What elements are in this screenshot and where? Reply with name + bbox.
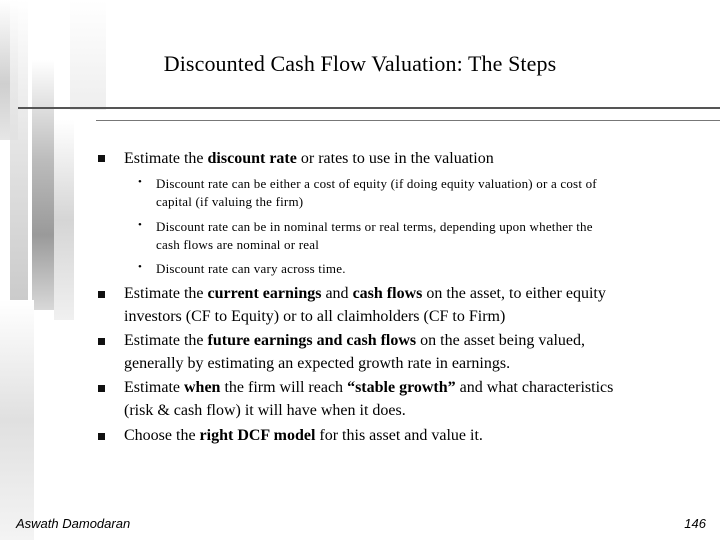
- footer-author: Aswath Damodaran: [16, 516, 131, 531]
- decorative-strip: [0, 300, 34, 540]
- bullet-item: [124, 424, 684, 447]
- sub-bullet-line: capital (if valuing the firm): [156, 194, 304, 209]
- sub-bullet-item: [156, 175, 701, 211]
- bullet-text: Estimate: [124, 379, 184, 396]
- bullet-square-icon: [98, 433, 105, 440]
- bullet-square-icon: [98, 338, 105, 345]
- title-divider: [18, 107, 720, 109]
- bullet-square-icon: [98, 291, 105, 298]
- sub-bullet-dot-icon: •: [138, 176, 142, 188]
- bullet-text: on the asset being valued,: [416, 332, 585, 349]
- bullet-text: generally by estimating an expected growth rate in earnings.: [124, 355, 511, 372]
- bullet-item: [124, 147, 684, 170]
- sub-bullet-dot-icon: •: [138, 261, 142, 273]
- sub-bullet-line: cash flows are nominal or real: [156, 237, 320, 252]
- sub-bullet-line: Discount rate can be either a cost of equity (if doing equity valuation) or a cost of: [156, 176, 597, 191]
- decorative-strip: [54, 120, 74, 320]
- bullet-bold-text: future earnings and cash flows: [207, 332, 417, 349]
- bullet-text: (risk & cash flow) it will have when it does.: [124, 402, 406, 419]
- bullet-item: [124, 329, 684, 375]
- bullet-text: and: [321, 285, 353, 302]
- slide-title: Discounted Cash Flow Valuation: The Steps: [163, 51, 557, 76]
- bullet-bold-text: discount rate: [207, 150, 297, 167]
- sub-bullet-dot-icon: •: [138, 219, 142, 231]
- bullet-item: [124, 376, 684, 422]
- bullet-bold-text: right DCF model: [199, 427, 316, 444]
- bullet-text: investors (CF to Equity) or to all claimholders (CF to Firm): [124, 308, 506, 325]
- bullet-bold-text: cash flows: [352, 285, 423, 302]
- bullet-text: for this asset and value it.: [315, 427, 483, 444]
- sub-bullet-line: Discount rate can vary across time.: [156, 261, 346, 276]
- bullet-text: or rates to use in the valuation: [296, 150, 494, 167]
- bullet-text: the firm will reach: [220, 379, 348, 396]
- bullet-text: Choose the: [124, 427, 200, 444]
- bullet-text: on the asset, to either equity: [422, 285, 606, 302]
- page-number: 146: [684, 516, 706, 531]
- sub-bullet-line: Discount rate can be in nominal terms or real terms, depending upon whether the: [156, 219, 593, 234]
- bullet-text: Estimate the: [124, 150, 208, 167]
- bullet-square-icon: [98, 155, 105, 162]
- bullet-item: [124, 282, 684, 328]
- decorative-strip: [32, 60, 54, 310]
- sub-bullet-item: [156, 260, 701, 278]
- bullet-bold-text: current earnings: [207, 285, 322, 302]
- bullet-square-icon: [98, 385, 105, 392]
- sub-bullet-item: [156, 218, 701, 254]
- bullet-text: and what characteristics: [455, 379, 614, 396]
- bullet-text: Estimate the: [124, 285, 208, 302]
- bullet-bold-text: “stable growth”: [347, 379, 456, 396]
- title-divider-secondary: [96, 120, 720, 121]
- bullet-bold-text: when: [183, 379, 221, 396]
- bullet-text: Estimate the: [124, 332, 208, 349]
